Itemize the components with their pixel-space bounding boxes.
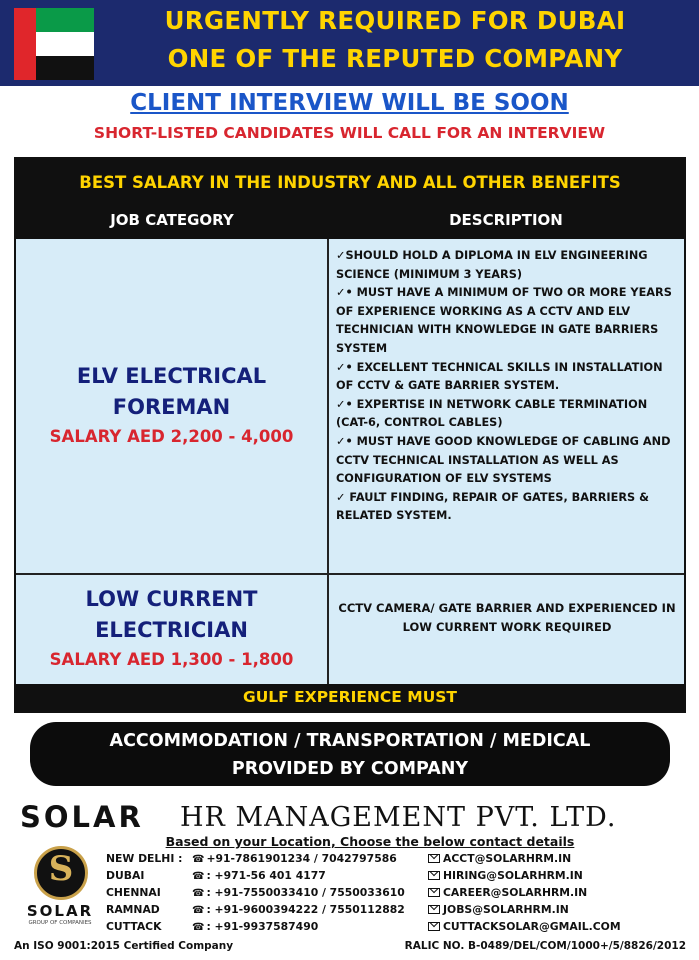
contact-email-text: HIRING@SOLARHRM.IN [443,869,583,882]
contact-email-text: ACCT@SOLARHRM.IN [443,852,572,865]
contact-city: DUBAI [106,869,145,882]
contact-phone-text: : +91-7550033410 / 7550033610 [206,886,405,899]
description-item: ✓• EXCELLENT TECHNICAL SKILLS IN INSTALLATION OF CCTV & GATE BARRIER SYSTEM. [336,360,663,393]
mail-icon [428,922,440,931]
phone-icon: ☎ [192,922,205,933]
headline-company: ONE OF THE REPUTED COMPANY [167,44,623,73]
column-divider [327,239,329,684]
job-title-line: LOW CURRENT [85,587,258,611]
description-item: ✓SHOULD HOLD A DIPLOMA IN ELV ENGINEERING SCIENCE (MINIMUM 3 YEARS) [336,249,648,281]
contact-email[interactable] [428,920,698,933]
contact-email[interactable] [428,886,698,899]
contact-email-text: CAREER@SOLARHRM.IN [443,886,588,899]
headline-urgent: URGENTLY REQUIRED FOR DUBAI [164,6,626,35]
job-title-line: ELECTRICIAN [95,618,248,642]
best-salary-banner: BEST SALARY IN THE INDUSTRY AND ALL OTHER BENEFITS [79,173,621,192]
uae-flag [14,8,94,80]
iso-certification: An ISO 9001:2015 Certified Company [14,940,234,952]
flag-black-stripe [36,56,94,80]
solar-wordmark: SOLAR [20,800,144,834]
salary-low-current-electrician: SALARY AED 1,300 - 1,800 [49,650,294,669]
phone-icon: ☎ [192,905,205,916]
shortlisted-text: SHORT-LISTED CANDIDATES WILL CALL FOR AN INTERVIEW [93,124,606,142]
contact-phone-text: +91-7861901234 / 7042797586 [206,852,397,865]
contact-email[interactable] [428,869,698,882]
phone-icon: ☎ [192,888,205,899]
contact-phone[interactable] [192,869,428,882]
column-header-job-category: JOB CATEGORY [110,211,234,229]
contact-phone-text: : +91-9937587490 [206,920,319,933]
contact-phone-text: : +971-56 401 4177 [206,869,326,882]
description-low-current-electrician: CCTV CAMERA/ GATE BARRIER AND EXPERIENCED IN LOW CURRENT WORK REQUIRED [338,601,676,634]
description-item: ✓• MUST HAVE A MINIMUM OF TWO OR MORE YEARS OF EXPERIENCE WORKING AS A CCTV AND ELV TECHNICIAN WITH KNOWLEDGE IN GATE BARRIERS SYSTEM [336,286,672,355]
flag-red-stripe [14,8,36,80]
benefits-line: PROVIDED BY COMPANY [231,759,469,779]
table-header [16,159,684,239]
solar-logo [14,846,106,932]
benefits-banner [30,722,670,786]
ralic-number: RALIC NO. B-0489/DEL/COM/1000+/5/8826/2012 [404,940,686,952]
description-list-elv-foreman [336,247,681,526]
mail-icon [428,871,440,880]
column-header-description: DESCRIPTION [449,211,563,229]
job-title-line: FOREMAN [112,395,231,419]
phone-icon: ☎ [192,854,205,865]
company-name: HR MANAGEMENT PVT. LTD. [180,802,617,833]
gulf-experience-bar: GULF EXPERIENCE MUST [16,684,684,711]
contact-email-text: CUTTACKSOLAR@GMAIL.COM [443,920,621,933]
mail-icon [428,905,440,914]
description-item: ✓• EXPERTISE IN NETWORK CABLE TERMINATION (CAT-6, CONTROL CABLES) [336,397,648,430]
contact-phone[interactable] [192,920,428,933]
contact-email[interactable] [428,903,698,916]
logo-letter: S [48,849,74,889]
contact-city: CUTTACK [106,920,162,933]
job-title-low-current-electrician [16,584,327,646]
row-divider [16,573,684,575]
logo-tagline: GROUP OF COMPANIES [28,920,92,926]
contact-email[interactable] [428,852,698,865]
contact-city: RAMNAD [106,903,160,916]
mail-icon [428,888,440,897]
contact-phone[interactable] [192,886,428,899]
mail-icon [428,854,440,863]
contact-city: NEW DELHI : [106,852,183,865]
logo-name: SOLAR [26,902,94,920]
job-title-elv-foreman [16,361,327,423]
flag-white-stripe [36,32,94,56]
jobs-table [14,157,686,713]
contact-phone[interactable] [192,852,428,865]
contact-phone[interactable] [192,903,428,916]
benefits-line: ACCOMMODATION / TRANSPORTATION / MEDICAL [109,731,591,751]
location-instruction: Based on your Location, Choose the below contact details [165,834,575,849]
phone-icon: ☎ [192,871,205,882]
flag-green-stripe [36,8,94,32]
salary-elv-foreman: SALARY AED 2,200 - 4,000 [49,427,294,446]
client-interview-text: CLIENT INTERVIEW WILL BE SOON [130,90,569,116]
contact-email-text: JOBS@SOLARHRM.IN [443,903,569,916]
contact-phone-text: : +91-9600394222 / 7550112882 [206,903,405,916]
header-banner [0,0,699,86]
description-item: ✓• MUST HAVE GOOD KNOWLEDGE OF CABLING AND CCTV TECHNICAL INSTALLATION AS WELL AS CONFIGURATION OF ELV SYSTEMS [336,434,671,486]
contact-city: CHENNAI [106,886,161,899]
job-title-line: ELV ELECTRICAL [76,364,267,388]
description-item: ✓ FAULT FINDING, REPAIR OF GATES, BARRIERS & RELATED SYSTEM. [336,490,649,523]
